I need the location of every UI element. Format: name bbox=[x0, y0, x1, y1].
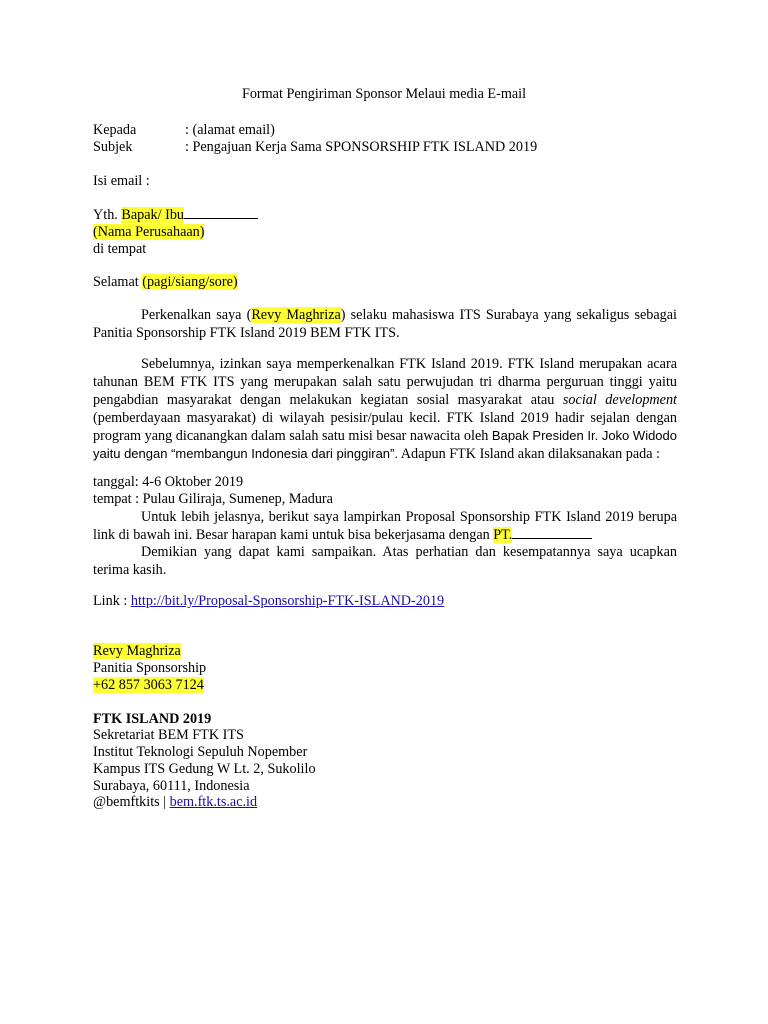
sender-name-highlight: Revy Maghriza bbox=[251, 307, 341, 323]
signature-phone bbox=[93, 677, 204, 694]
company-line bbox=[93, 224, 204, 241]
place-line: di tempat bbox=[93, 241, 147, 257]
to-line bbox=[93, 122, 275, 139]
recipient-blank bbox=[184, 208, 258, 219]
proposal-text: Untuk lebih jelasnya, berikut saya lampirkan Proposal Sponsorship FTK Island 2019 berupa link di bawah ini. Besar harapan kami untuk bisa bekerjasama dengan bbox=[93, 509, 677, 543]
event-part3: Adapun FTK Island akan dilaksanakan pada : bbox=[400, 446, 660, 462]
footer-line1: Sekretariat BEM FTK ITS bbox=[93, 727, 244, 743]
event-place: tempat : Pulau Giliraja, Sumenep, Madura bbox=[93, 491, 333, 507]
signature-role: Panitia Sponsorship bbox=[93, 660, 207, 676]
document-title: Format Pengiriman Sponsor Melaui media E-mail bbox=[241, 86, 527, 102]
website-link[interactable]: bem.ftk.ts.ac.id bbox=[169, 794, 258, 810]
body-label: Isi email : bbox=[93, 173, 150, 189]
selamat: Selamat bbox=[93, 274, 139, 290]
paragraph-closing: Demikian yang dapat kami sampaikan. Atas perhatian dan kesempatannya saya ucapkan terima kasih. bbox=[93, 544, 677, 578]
time-placeholder: (pagi/siang/sore) bbox=[142, 274, 238, 290]
subject-line bbox=[93, 139, 537, 156]
footer-line2: Institut Teknologi Sepuluh Nopember bbox=[93, 744, 308, 760]
event-part2: (pemberdayaan masyarakat) di wilayah pesisir/pulau kecil. FTK Island 2019 hadir sejalan dengan program yang dicanangkan dalam salah satu misi besar nawacita oleh bbox=[93, 410, 677, 444]
footer-social-line bbox=[93, 794, 257, 811]
bapak-ibu-highlight: Bapak/ Ibu bbox=[121, 207, 185, 223]
yth: Yth. bbox=[93, 207, 118, 223]
link-label: Link : bbox=[93, 593, 128, 609]
separator: | bbox=[163, 794, 167, 810]
salutation-line bbox=[93, 274, 238, 291]
event-sans: Bapak Presiden Ir. Joko Widodo yaitu dengan “membangun Indonesia dari pinggiran”. bbox=[93, 428, 678, 461]
pt-highlight: PT. bbox=[493, 527, 513, 543]
footer-line4: Surabaya, 60111, Indonesia bbox=[93, 778, 250, 794]
footer-line3: Kampus ITS Gedung W Lt. 2, Sukolilo bbox=[93, 761, 316, 777]
phone-highlight: +62 857 3063 7124 bbox=[93, 677, 204, 693]
intro-before: Perkenalkan saya ( bbox=[141, 307, 252, 323]
signature-name-highlight: Revy Maghriza bbox=[93, 643, 181, 659]
event-italic: social development bbox=[562, 392, 677, 408]
event-date: tanggal: 4-6 Oktober 2019 bbox=[93, 474, 244, 490]
event-part1: Sebelumnya, izinkan saya memperkenalkan FTK Island 2019. FTK Island merupakan acara tahunan BEM FTK ITS yang merupakan salah satu perwujudan tri dharma perguruan tinggi yaitu pengabdian masyarakat dengan melakukan kegiatan sosial masyarakat atau bbox=[93, 356, 677, 408]
company-blank bbox=[512, 528, 592, 539]
to-value: : (alamat email) bbox=[185, 122, 275, 138]
subject-label: Subjek bbox=[93, 139, 133, 155]
to-label: Kepada bbox=[93, 122, 137, 138]
proposal-link[interactable]: http://bit.ly/Proposal-Sponsorship-FTK-ISLAND-2019 bbox=[130, 593, 445, 609]
social-handle: @bemftkits bbox=[93, 794, 160, 810]
company-placeholder: (Nama Perusahaan) bbox=[93, 224, 205, 240]
link-line bbox=[93, 593, 444, 610]
signature-name bbox=[93, 643, 181, 660]
subject-value: : Pengajuan Kerja Sama SPONSORSHIP FTK ISLAND 2019 bbox=[185, 139, 538, 155]
footer-org: FTK ISLAND 2019 bbox=[93, 711, 212, 727]
intro-after: ) selaku mahasiswa ITS Surabaya yang sekaligus sebagai Panitia Sponsorship FTK Island 2019 BEM FTK ITS. bbox=[93, 307, 677, 341]
paragraph-intro bbox=[93, 306, 677, 342]
paragraph-proposal bbox=[93, 508, 677, 544]
greeting-line bbox=[93, 207, 258, 224]
paragraph-event bbox=[93, 355, 677, 463]
